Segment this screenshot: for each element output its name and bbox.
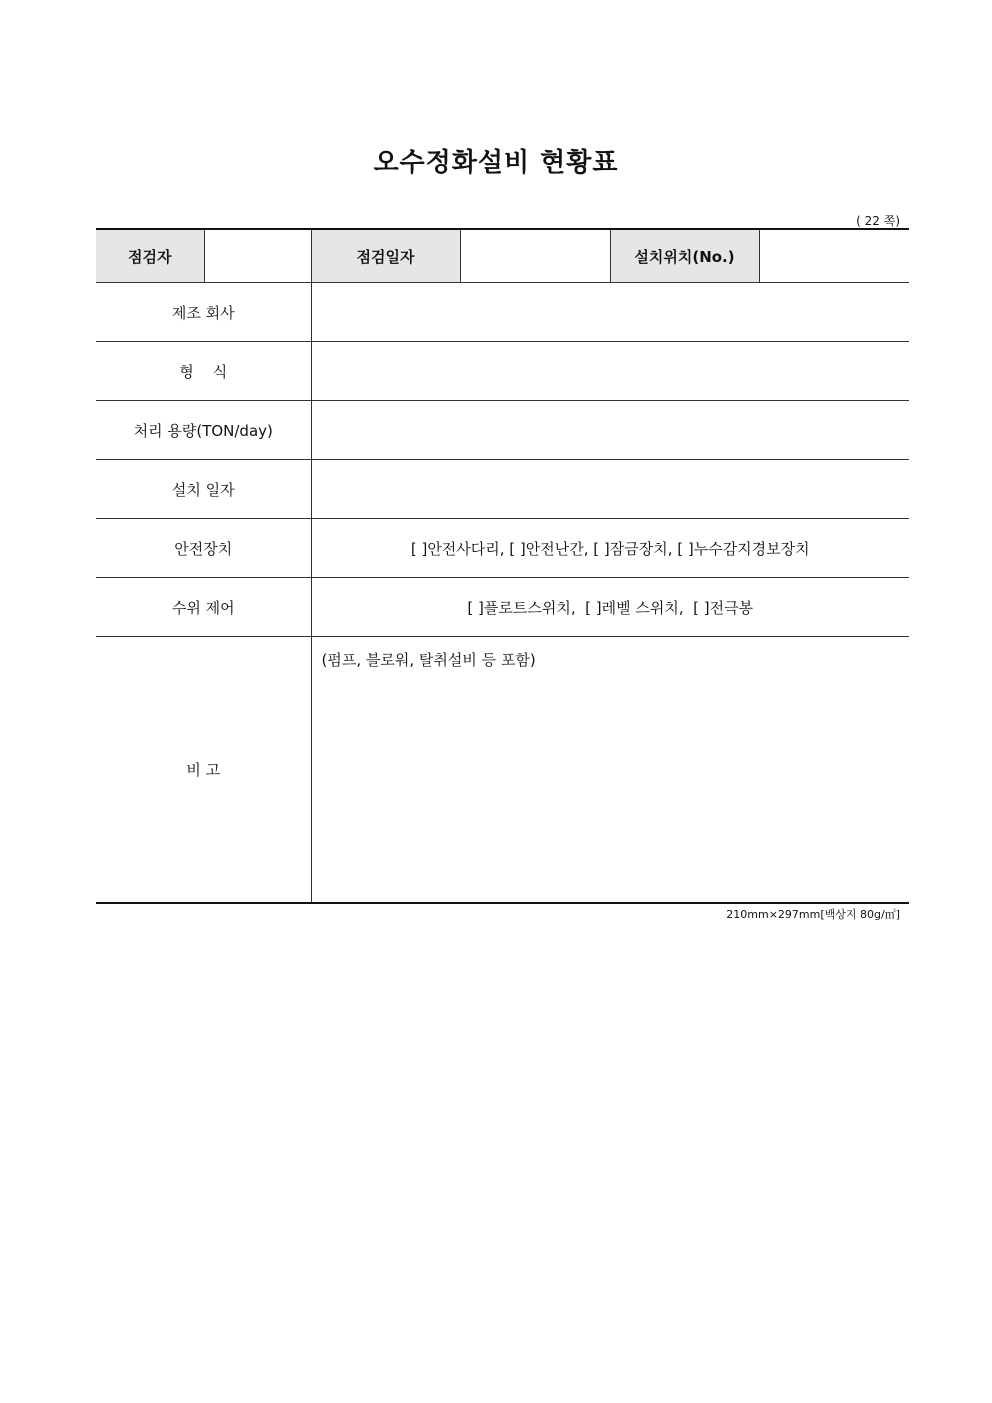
status-form-table — [96, 228, 909, 904]
location-label: 설치위치(No.) — [610, 229, 759, 283]
capacity-label: 처리 용량(TON/day) — [96, 401, 311, 460]
table-row — [96, 519, 909, 578]
install-date-label: 설치 일자 — [96, 460, 311, 519]
header-row — [96, 229, 909, 283]
table-row — [96, 578, 909, 637]
paper-spec-footer: 210mm×297mm[백상지 80g/㎡] — [726, 908, 900, 921]
level-control-label: 수위 제어 — [96, 578, 311, 637]
model-field[interactable] — [311, 342, 909, 401]
inspector-label: 점검자 — [96, 229, 204, 283]
remarks-label: 비 고 — [96, 637, 311, 904]
capacity-field[interactable] — [311, 401, 909, 460]
inspector-field[interactable] — [204, 229, 311, 283]
install-date-field[interactable] — [311, 460, 909, 519]
manufacturer-label: 제조 회사 — [96, 283, 311, 342]
safety-device-options[interactable]: [ ]안전사다리, [ ]안전난간, [ ]잠금장치, [ ]누수감지경보장치 — [311, 519, 909, 578]
table-row — [96, 283, 909, 342]
page-number: ( 22 쪽) — [856, 214, 900, 228]
remarks-field[interactable] — [311, 637, 909, 904]
table-row — [96, 342, 909, 401]
model-label: 형 식 — [96, 342, 311, 401]
inspection-date-field[interactable] — [460, 229, 610, 283]
inspection-date-label: 점검일자 — [311, 229, 460, 283]
remarks-note: (펌프, 블로워, 탈취설비 등 포함) — [321, 651, 536, 669]
location-field[interactable] — [759, 229, 909, 283]
document-title: 오수정화설비 현황표 — [373, 148, 619, 178]
table-row — [96, 401, 909, 460]
table-row — [96, 460, 909, 519]
level-control-options[interactable]: [ ]플로트스위치, [ ]레벨 스위치, [ ]전극봉 — [311, 578, 909, 637]
safety-device-label: 안전장치 — [96, 519, 311, 578]
manufacturer-field[interactable] — [311, 283, 909, 342]
table-row — [96, 637, 909, 904]
